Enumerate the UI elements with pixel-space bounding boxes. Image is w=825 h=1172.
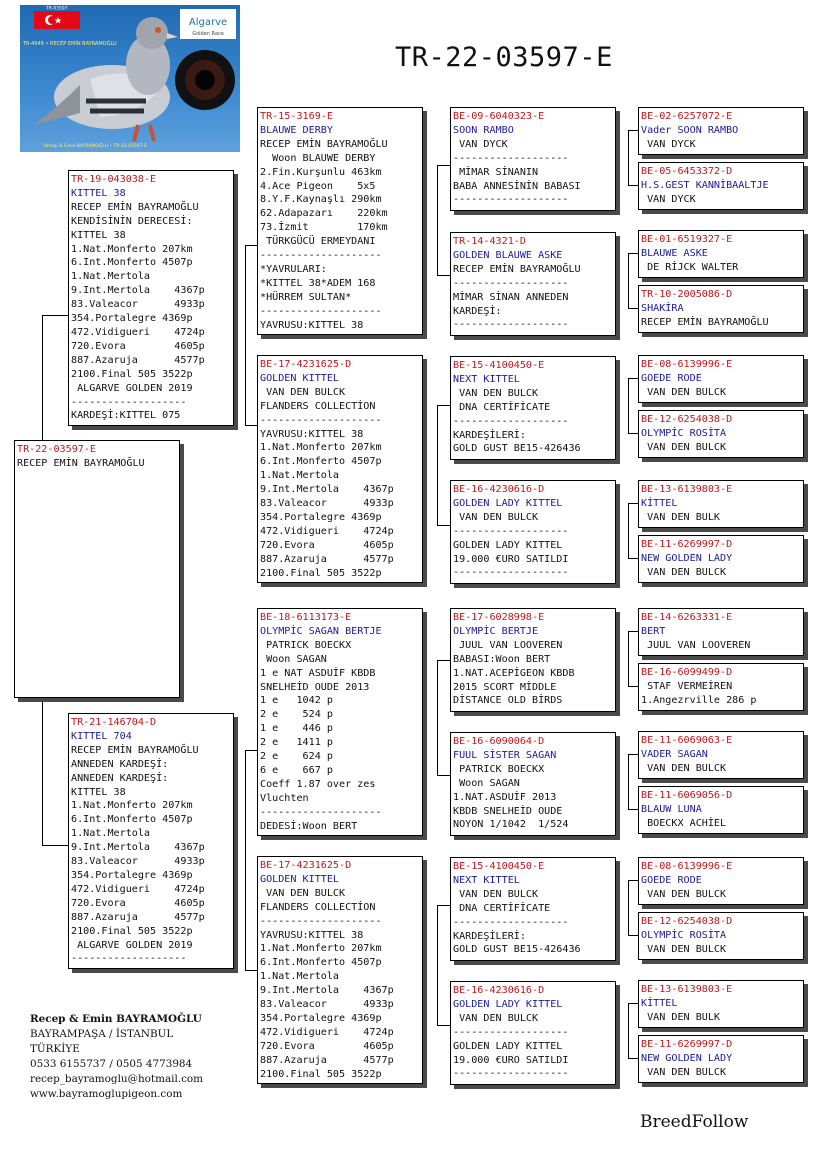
pedigree-line: 2 e 1411 p	[260, 737, 333, 749]
pedigree-line: TÜRKGÜCÜ ERMEYDANI	[260, 236, 376, 248]
pedigree-box-sire-dam[interactable]	[257, 355, 423, 583]
pedigree-line: KENDİSİNİN DERECESİ:	[71, 215, 193, 227]
pedigree-line: 1.NAT.ASDUİF 2013	[453, 791, 557, 803]
connector	[628, 130, 629, 185]
ring-number: BE-12-6254038-D	[641, 916, 733, 927]
pedigree-line: 1.NAT.ACEPİGEON KBDB	[453, 667, 575, 679]
pedigree-line: 354.Portalegre 4369p	[71, 313, 193, 325]
pedigree-line: STAF VERMEİREN	[641, 680, 733, 692]
pedigree-line: VAN DEN BULCK	[641, 943, 727, 955]
ring-number: BE-16-4230616-D	[453, 484, 545, 495]
ring-number: BE-14-6263331-E	[641, 612, 733, 623]
pedigree-line: -------------------	[71, 953, 187, 965]
pedigree-line: RECEP EMİN BAYRAMOĞLU	[641, 316, 769, 328]
pedigree-line: YAVRUSU:KITTEL 38	[260, 428, 364, 440]
ring-number: BE-08-6139996-E	[641, 861, 733, 872]
pedigree-line: 1 e 1042 p	[260, 695, 333, 707]
pedigree-line: VAN DEN BULCK	[641, 888, 727, 900]
pigeon-name: NEXT KITTEL	[453, 874, 520, 886]
ring-number: TR-15-3169-E	[260, 111, 333, 122]
pedigree-line: VAN DEN BULCK	[453, 387, 539, 399]
badge-text: Algarve	[188, 17, 228, 28]
pedigree-box-dds[interactable]	[450, 857, 616, 961]
pedigree-line: --------------------	[260, 305, 382, 317]
pedigree-line: VAN DEN BULCK	[453, 511, 539, 523]
ring-number: BE-12-6254038-D	[641, 414, 733, 425]
pedigree-line: DNA CERTİFİCATE	[453, 902, 551, 914]
pigeon-name: KITTEL 704	[71, 730, 132, 742]
pigeon-name: H.S.GEST KANNİBAALTJE	[641, 179, 769, 191]
pigeon-name: BERT	[641, 625, 666, 637]
pedigree-line: 83.Valeacor 4933p	[260, 999, 394, 1011]
ring-number: BE-15-4100450-E	[453, 360, 545, 371]
pedigree-line: GOLD GUST BE15-426436	[453, 443, 581, 455]
pigeon-name: FUUL SİSTER SAGAN	[453, 749, 557, 761]
pedigree-line: KITTEL 38	[71, 786, 126, 798]
contact-city: BAYRAMPAŞA / İSTANBUL	[30, 1028, 174, 1040]
pedigree-line: KARDEŞİ:KITTEL 075	[71, 410, 181, 422]
pedigree-line: GOLDEN LADY KITTEL	[453, 539, 563, 551]
pedigree-line: KARDEŞİLERİ:	[453, 429, 526, 441]
pedigree-line: RECEP EMİN BAYRAMOĞLU	[260, 138, 388, 150]
ring-number: BE-13-6139803-E	[641, 484, 733, 495]
pigeon-name: GOLDEN KITTEL	[260, 873, 340, 885]
pedigree-box-dam[interactable]	[68, 713, 234, 969]
ring-number: BE-16-6090064-D	[453, 736, 545, 747]
ring-number: BE-11-6269997-D	[641, 1039, 733, 1050]
ring-number: BE-16-6099499-D	[641, 667, 733, 678]
connector	[437, 405, 438, 525]
pedigree-line: RECEP EMİN BAYRAMOĞLU	[71, 744, 199, 756]
pedigree-line: FLANDERS COLLECTİON	[260, 400, 376, 412]
pedigree-line: -------------------	[453, 152, 569, 164]
pigeon-name: GOLDEN KITTEL	[260, 372, 340, 384]
pedigree-line: 1.Nat.Mertola	[260, 971, 340, 983]
ring-number: BE-15-4100450-E	[453, 861, 545, 872]
pigeon-name: OLYMPİC SAGAN BERTJE	[260, 625, 382, 637]
pedigree-line: 9.Int.Mertola 4367p	[71, 285, 205, 297]
pedigree-box-g9[interactable]	[638, 608, 804, 656]
connector	[245, 245, 246, 425]
connector	[437, 660, 438, 775]
pedigree-box-subject[interactable]	[14, 440, 180, 698]
photo-footer: Recep & Emin BAYRAMOĞLU • TR-22-03597-E	[44, 144, 147, 149]
connector	[628, 253, 629, 308]
pedigree-line: 354.Portalegre 4369p	[260, 1012, 382, 1024]
contact-block	[30, 1012, 203, 1102]
pedigree-line: 6.Int.Monferto 4507p	[71, 814, 193, 826]
pedigree-line: DE RİJCK WALTER	[641, 261, 739, 273]
pedigree-line: 1.Nat.Monferto 207km	[71, 800, 193, 812]
pedigree-line: -------------------	[453, 277, 569, 289]
pigeon-name: NEXT KITTEL	[453, 373, 520, 385]
pedigree-line: ALGARVE GOLDEN 2019	[71, 382, 193, 394]
pedigree-line: RECEP EMİN BAYRAMOĞLU	[71, 201, 199, 213]
connector	[245, 750, 246, 970]
pedigree-box-g10[interactable]	[638, 663, 804, 711]
pedigree-line: JUUL VAN LOOVEREN	[641, 639, 751, 651]
pedigree-box-dss[interactable]	[450, 608, 616, 712]
brand-logo: BreedFollow	[640, 1112, 749, 1132]
pedigree-line: PATRICK BOECKX	[260, 639, 352, 651]
ring-number: TR-22-03597-E	[17, 444, 97, 455]
pedigree-box-g14[interactable]	[638, 912, 804, 960]
pedigree-line: 1.Nat.Mertola	[71, 828, 151, 840]
ring-number: BE-09-6040323-E	[453, 111, 545, 122]
pedigree-line: MİMAR SİNAN ANNEDEN	[453, 291, 569, 303]
pedigree-box-g2[interactable]	[638, 162, 804, 210]
connector	[42, 845, 70, 846]
ring-number: BE-01-6519327-E	[641, 234, 733, 245]
pedigree-box-g4[interactable]	[638, 285, 804, 333]
pedigree-line: -------------------	[453, 194, 569, 206]
pedigree-line: Woon SAGAN	[260, 653, 327, 665]
pedigree-line: 472.Vidigueri 4724p	[260, 1026, 394, 1038]
ring-number: TR-10-2005086-D	[641, 289, 733, 300]
pedigree-line: 720.Evora 4605p	[71, 897, 205, 909]
pedigree-line: GOLDEN LADY KITTEL	[453, 1040, 563, 1052]
pedigree-line: KITTEL 38	[71, 229, 126, 241]
pedigree-box-dam-dam[interactable]	[257, 856, 423, 1084]
pedigree-line: KBDB SNELHEİD OUDE	[453, 805, 563, 817]
pedigree-line: 19.000 €URO SATILDI	[453, 1054, 569, 1066]
contact-name: Recep & Emin BAYRAMOĞLU	[30, 1013, 202, 1025]
pedigree-line: RECEP EMİN BAYRAMOĞLU	[17, 457, 145, 469]
ring-number: BE-17-6028998-E	[453, 612, 545, 623]
pedigree-line: *HÜRREM SULTAN*	[260, 291, 352, 303]
pedigree-box-sss[interactable]	[450, 107, 616, 211]
pedigree-line: 19.000 €URO SATILDI	[453, 553, 569, 565]
pedigree-line: 6.Int.Monferto 4507p	[71, 257, 193, 269]
pedigree-line: 4.Ace Pigeon 5x5	[260, 180, 376, 192]
pedigree-line: 9.Int.Mertola 4367p	[71, 842, 205, 854]
pedigree-box-g7[interactable]	[638, 480, 804, 528]
pedigree-line: --------------------	[260, 806, 382, 818]
contact-phone: 0533 6155737 / 0505 4773984	[30, 1058, 193, 1070]
pedigree-line: 83.Valeacor 4933p	[71, 856, 205, 868]
pedigree-line: VAN DYCK	[453, 138, 508, 150]
pedigree-line: 720.Evora 4605p	[260, 539, 394, 551]
pedigree-line: 1 e NAT ASDUİF KBDB	[260, 667, 376, 679]
pedigree-line: KARDEŞİLERİ:	[453, 930, 526, 942]
pedigree-line: -------------------	[453, 1068, 569, 1080]
pedigree-line: 2 e 624 p	[260, 751, 333, 763]
pigeon-name: BLAUW LUNA	[641, 803, 702, 815]
ring-number: BE-05-6453372-D	[641, 166, 733, 177]
pigeon-name: OLYMPİC ROSİTA	[641, 929, 727, 941]
pedigree-box-sire-sire[interactable]	[257, 107, 423, 335]
pedigree-line: YAVRUSU:KITTEL 38	[260, 319, 364, 331]
connector	[628, 754, 629, 809]
pigeon-name: Vader SOON RAMBO	[641, 124, 739, 136]
pedigree-box-g12[interactable]	[638, 786, 804, 834]
pedigree-line: YAVRUSU:KITTEL 38	[260, 929, 364, 941]
pedigree-line: 73.İzmit 170km	[260, 222, 388, 234]
badge-subtext: Golden Race	[192, 31, 224, 37]
pigeon-name: SHAKİRA	[641, 302, 684, 314]
pedigree-line: FLANDERS COLLECTİON	[260, 901, 376, 913]
pedigree-line: 1.Nat.Monferto 207km	[260, 442, 382, 454]
connector	[628, 1003, 629, 1058]
pedigree-box-g15[interactable]	[638, 980, 804, 1028]
pedigree-box-dam-sire[interactable]	[257, 608, 423, 836]
pedigree-line: VAN DYCK	[641, 138, 696, 150]
pedigree-line: VAN DEN BULCK	[641, 762, 727, 774]
ring-number: BE-08-6139996-E	[641, 359, 733, 370]
pedigree-box-g1[interactable]	[638, 107, 804, 155]
pedigree-line: BABASI:Woon BERT	[453, 653, 551, 665]
pedigree-line: --------------------	[260, 250, 382, 262]
ring-number: BE-17-4231625-D	[260, 359, 352, 370]
pedigree-line: 2100.Final 505 3522p	[71, 368, 193, 380]
pigeon-name: OLYMPİC ROSİTA	[641, 427, 727, 439]
pigeon-name: KİTTEL	[641, 997, 678, 1009]
pedigree-line: PATRICK BOECKX	[453, 763, 545, 775]
pedigree-line: VAN DEN BULCK	[453, 888, 539, 900]
pedigree-box-g8[interactable]	[638, 535, 804, 583]
pigeon-name: OLYMPİC BERTJE	[453, 625, 539, 637]
connector	[628, 880, 629, 935]
pigeon-name: GOEDE RODE	[641, 874, 702, 886]
ring-number: BE-11-6069056-D	[641, 790, 733, 801]
pedigree-line: 354.Portalegre 4369p	[71, 869, 193, 881]
pedigree-line: 887.Azaruja 4577p	[260, 1054, 394, 1066]
pedigree-line: VAN DEN BULCK	[260, 386, 346, 398]
pedigree-line: -------------------	[453, 916, 569, 928]
pedigree-line: 720.Evora 4605p	[71, 340, 205, 352]
pigeon-name: GOEDE RODE	[641, 372, 702, 384]
connector	[628, 631, 629, 686]
pedigree-line: 354.Portalegre 4369p	[260, 511, 382, 523]
pedigree-line: 472.Vidigueri 4724p	[260, 525, 394, 537]
pedigree-box-dsd[interactable]	[450, 732, 616, 836]
pedigree-line: DEDESİ:Woon BERT	[260, 820, 358, 832]
pedigree-line: 6 e 667 p	[260, 764, 333, 776]
pigeon-name: KITTEL 38	[71, 187, 126, 199]
pigeon-name: NEW GOLDEN LADY	[641, 1052, 733, 1064]
pedigree-box-sdd[interactable]	[450, 480, 616, 584]
pedigree-line: Vluchten	[260, 792, 309, 804]
pedigree-line: VAN DEN BULK	[641, 511, 721, 523]
pedigree-line: BOECKX ACHİEL	[641, 817, 727, 829]
ring-number: BE-02-6257072-E	[641, 111, 733, 122]
ring-number: TR-19-043038-E	[71, 174, 157, 185]
pedigree-line: VAN DEN BULCK	[641, 386, 727, 398]
pedigree-box-ssd[interactable]	[450, 232, 616, 336]
pedigree-line: VAN DEN BULK	[641, 1011, 721, 1023]
pedigree-line: Coeff 1.87 over zes	[260, 778, 376, 790]
pedigree-line: -------------------	[453, 525, 569, 537]
pedigree-box-g6[interactable]	[638, 410, 804, 458]
pedigree-line: 6.Int.Monferto 4507p	[260, 456, 382, 468]
pedigree-line: 83.Valeacor 4933p	[260, 498, 394, 510]
pedigree-line: -------------------	[453, 567, 569, 579]
pigeon-name: GOLDEN LADY KITTEL	[453, 998, 563, 1010]
pedigree-line: 1.Nat.Monferto 207km	[71, 243, 193, 255]
pedigree-line: BABA ANNESİNİN BABASI	[453, 180, 581, 192]
pigeon-name: BLAUWE ASKE	[641, 247, 708, 259]
photo-ring-text: TR-03597	[46, 6, 68, 12]
pedigree-line: VAN DEN BULCK	[453, 1012, 539, 1024]
pedigree-line: 472.Vidigueri 4724p	[71, 326, 205, 338]
pigeon-name: VADER SAGAN	[641, 748, 708, 760]
pedigree-line: 62.Adapazarı 220km	[260, 208, 388, 220]
ring-number: TR-21-146704-D	[71, 717, 157, 728]
pigeon-name: BLAUWE DERBY	[260, 124, 333, 136]
ring-number: BE-11-6069063-E	[641, 735, 733, 746]
pedigree-line: 9.Int.Mertola 4367p	[260, 484, 394, 496]
pedigree-line: VAN DEN BULCK	[641, 1066, 727, 1078]
pedigree-line: VAN DEN BULCK	[641, 566, 727, 578]
pedigree-line: --------------------	[260, 414, 382, 426]
ring-number: BE-16-4230616-D	[453, 985, 545, 996]
pedigree-line: JUUL VAN LOOVEREN	[453, 639, 563, 651]
pedigree-line: 720.Evora 4605p	[260, 1040, 394, 1052]
pedigree-line: *YAVRULARI:	[260, 263, 327, 275]
pedigree-line: 887.Azaruja 4577p	[71, 354, 205, 366]
photo-caption: TR-4949 • RECEP EMİN BAYRAMOĞLU	[23, 41, 117, 47]
pedigree-line: 1 e 446 p	[260, 723, 333, 735]
pedigree-line: 6.Int.Monferto 4507p	[260, 957, 382, 969]
pedigree-line: 8.Y.F.Kaynaşlı 290km	[260, 194, 382, 206]
connector	[437, 165, 438, 275]
pedigree-line: *KITTEL 38*ADEM 168	[260, 277, 376, 289]
pedigree-line: VAN DEN BULCK	[641, 441, 727, 453]
pigeon-name: GOLDEN BLAUWE ASKE	[453, 249, 563, 261]
pedigree-line: DİSTANCE OLD BİRDS	[453, 695, 563, 707]
pedigree-line: -------------------	[71, 396, 187, 408]
pedigree-line: -------------------	[453, 1026, 569, 1038]
pedigree-line: ANNEDEN KARDEŞİ:	[71, 758, 169, 770]
pedigree-box-g11[interactable]	[638, 731, 804, 779]
pedigree-line: 887.Azaruja 4577p	[260, 553, 394, 565]
pedigree-box-g13[interactable]	[638, 857, 804, 905]
pedigree-line: NOYON 1/1042 1/524	[453, 819, 569, 831]
connector	[437, 905, 438, 1025]
pedigree-line: ANNEDEN KARDEŞİ:	[71, 772, 169, 784]
connector	[628, 378, 629, 433]
pedigree-line: DNA CERTİFİCATE	[453, 401, 551, 413]
ring-number: BE-13-6139803-E	[641, 984, 733, 995]
pedigree-line: 9.Int.Mertola 4367p	[260, 985, 394, 997]
pedigree-line: 887.Azaruja 4577p	[71, 911, 205, 923]
pedigree-box-ddd[interactable]	[450, 981, 616, 1085]
pedigree-line: -------------------	[453, 319, 569, 331]
ring-number: BE-18-6113173-E	[260, 612, 352, 623]
pedigree-line: 1.Nat.Monferto 207km	[260, 943, 382, 955]
pedigree-line: Woon SAGAN	[453, 777, 520, 789]
pedigree-box-g16[interactable]	[638, 1035, 804, 1083]
pedigree-line: GOLD GUST BE15-426436	[453, 944, 581, 956]
pedigree-line: ALGARVE GOLDEN 2019	[71, 939, 193, 951]
pedigree-line: 472.Vidigueri 4724p	[71, 883, 205, 895]
ring-number: TR-14-4321-D	[453, 236, 526, 247]
pedigree-line: MİMAR SİNANIN	[453, 166, 539, 178]
pigeon-name: NEW GOLDEN LADY	[641, 552, 733, 564]
contact-email[interactable]: recep_bayramoglu@hotmail.com	[30, 1073, 204, 1085]
contact-country: TÜRKİYE	[30, 1043, 80, 1055]
pigeon-photo	[20, 5, 240, 152]
pigeon-illustration	[20, 5, 240, 152]
connector	[628, 503, 629, 558]
pedigree-box-g5[interactable]	[638, 355, 804, 403]
pedigree-line: 83.Valeacor 4933p	[71, 299, 205, 311]
pedigree-line: VAN DEN BULCK	[260, 887, 346, 899]
pedigree-line: RECEP EMİN BAYRAMOĞLU	[453, 263, 581, 275]
pigeon-name: KİTTEL	[641, 497, 678, 509]
pedigree-line: 2.Fin.Kurşunlu 463km	[260, 166, 382, 178]
pigeon-name: GOLDEN LADY KITTEL	[453, 497, 563, 509]
connector	[42, 315, 70, 316]
pedigree-box-g3[interactable]	[638, 230, 804, 278]
contact-website[interactable]: www.bayramoglupigeon.com	[30, 1088, 183, 1100]
pedigree-line: SNELHEİD OUDE 2013	[260, 681, 370, 693]
pedigree-line: 1.Angezrville 286 p	[641, 694, 757, 706]
pedigree-line: 2100.Final 505 3522p	[71, 925, 193, 937]
pedigree-line: 2 e 524 p	[260, 709, 333, 721]
pedigree-line: Woon BLAUWE DERBY	[260, 152, 376, 164]
pedigree-line: 1.Nat.Mertola	[71, 271, 151, 283]
pedigree-line: 2015 SCORT MİDDLE	[453, 681, 557, 693]
pedigree-line: KARDEŞİ:	[453, 305, 502, 317]
ring-number: BE-11-6269997-D	[641, 539, 733, 550]
pedigree-line: 1.Nat.Mertola	[260, 470, 340, 482]
pedigree-line: 2100.Final 505 3522p	[260, 1068, 382, 1080]
pedigree-line: --------------------	[260, 915, 382, 927]
page-title: TR-22-03597-E	[395, 42, 613, 73]
pedigree-line: -------------------	[453, 415, 569, 427]
pedigree-line: 2100.Final 505 3522p	[260, 567, 382, 579]
pedigree-box-sire[interactable]	[68, 170, 234, 426]
ring-number: BE-17-4231625-D	[260, 860, 352, 871]
pigeon-name: SOON RAMBO	[453, 124, 514, 136]
pedigree-box-sds[interactable]	[450, 356, 616, 460]
pedigree-line: VAN DYCK	[641, 193, 696, 205]
